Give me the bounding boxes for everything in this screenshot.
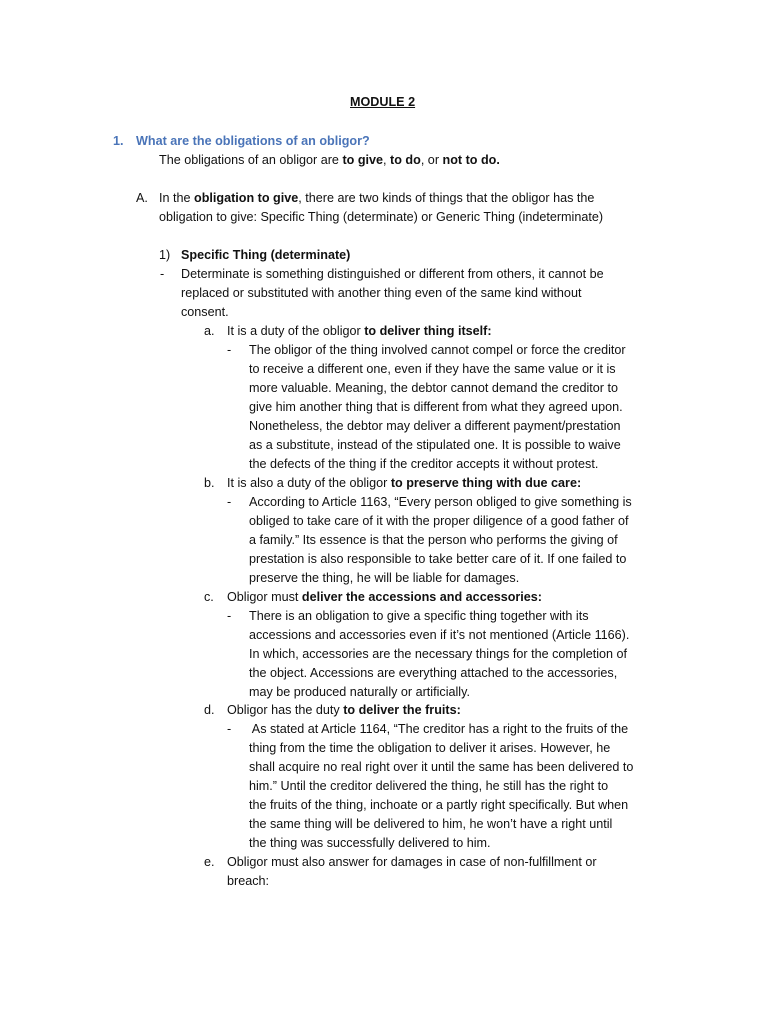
dash-marker: - [227, 722, 232, 736]
item-e-line: breach: [227, 874, 270, 888]
item-b-heading: It is also a duty of the obligor to preserve thing with due care: [227, 476, 582, 490]
dash-marker: - [227, 495, 232, 509]
item-b-marker: b. [204, 476, 215, 490]
item-d-line: the fruits of the thing, inchoate or a partly right specifically. But when [249, 798, 629, 812]
item-d-marker: d. [204, 703, 215, 717]
item-a-line: the defects of the thing if the creditor accepts it without protest. [249, 457, 599, 471]
item-d-line: shall acquire no real right over it until the same has been delivered to [249, 760, 634, 774]
item-e-line: Obligor must also answer for damages in case of non-fulfillment or [227, 855, 597, 869]
item-e-marker: e. [204, 855, 215, 869]
item-a-line: more valuable. Meaning, the debtor cannot demand the creditor to [249, 381, 618, 395]
dash1-line: replaced or substituted with another thing even of the same kind without [181, 286, 582, 300]
item-a-marker: a. [204, 324, 215, 338]
dash-marker: - [160, 267, 165, 281]
item-d-line: him.” Until the creditor delivered the thing, he still has the right to [249, 779, 609, 793]
item-b-line: prestation is also responsible to take better care of it. If one failed to [249, 552, 627, 566]
answer-line: The obligations of an obligor are to give, to do, or not to do. [159, 153, 500, 167]
item-c-line: accessions and accessories even if it’s not mentioned (Article 1166). [249, 628, 630, 642]
dash1-line: Determinate is something distinguished or different from others, it cannot be [181, 267, 604, 281]
item-c-line: the object. Accessions are everything attached to the accessories, [249, 666, 618, 680]
page-title: MODULE 2 [350, 95, 416, 109]
item-d-heading: Obligor has the duty to deliver the fruits: [227, 703, 461, 717]
item-a-line: give him another thing that is different from what they agreed upon. [249, 400, 623, 414]
item-a-line: Nonetheless, the debtor may deliver a different payment/prestation [249, 419, 621, 433]
dash-marker: - [227, 609, 232, 623]
item-d-line: thing from the time the obligation to deliver it arises. However, he [249, 741, 611, 755]
item-b-line: a family.” Its essence is that the person who performs the giving of [249, 533, 618, 547]
item-d-line: As stated at Article 1164, “The creditor has a right to the fruits of the [249, 722, 629, 736]
item-c-heading: Obligor must deliver the accessions and accessories: [227, 590, 543, 604]
item-a-line: as a substitute, instead of the stipulated one. It is possible to waive [249, 438, 621, 452]
sub1-title: Specific Thing (determinate) [181, 248, 351, 262]
dash1-line: consent. [181, 305, 229, 319]
question-heading: What are the obligations of an obligor? [136, 134, 370, 148]
section-a-line-1: In the obligation to give, there are two kinds of things that the obligor has the [159, 191, 595, 205]
item-c-marker: c. [204, 590, 214, 604]
section-a-line-2: obligation to give: Specific Thing (determinate) or Generic Thing (indeterminate) [159, 210, 604, 224]
item-c-line: There is an obligation to give a specific thing together with its [249, 609, 589, 623]
item-b-line: According to Article 1163, “Every person obliged to give something is [249, 495, 632, 509]
item-d-line: the same thing will be delivered to him, he won’t have a right until [249, 817, 613, 831]
item-a-line: to receive a different one, even if they have the same value or it is [249, 362, 616, 376]
item-b-line: obliged to take care of it with the proper diligence of a good father of [249, 514, 629, 528]
item-a-heading: It is a duty of the obligor to deliver thing itself: [227, 324, 492, 338]
question-number: 1. [113, 134, 124, 148]
sub1-marker: 1) [159, 248, 171, 262]
item-a-line: The obligor of the thing involved cannot compel or force the creditor [249, 343, 626, 357]
item-c-line: may be produced naturally or artificially. [249, 685, 470, 699]
item-d-line: the thing was successfully delivered to him. [249, 836, 491, 850]
dash-marker: - [227, 343, 232, 357]
item-c-line: In which, accessories are the necessary things for the completion of [249, 647, 628, 661]
item-b-line: preserve the thing, he will be liable for damages. [249, 571, 520, 585]
section-a-marker: A. [136, 191, 148, 205]
